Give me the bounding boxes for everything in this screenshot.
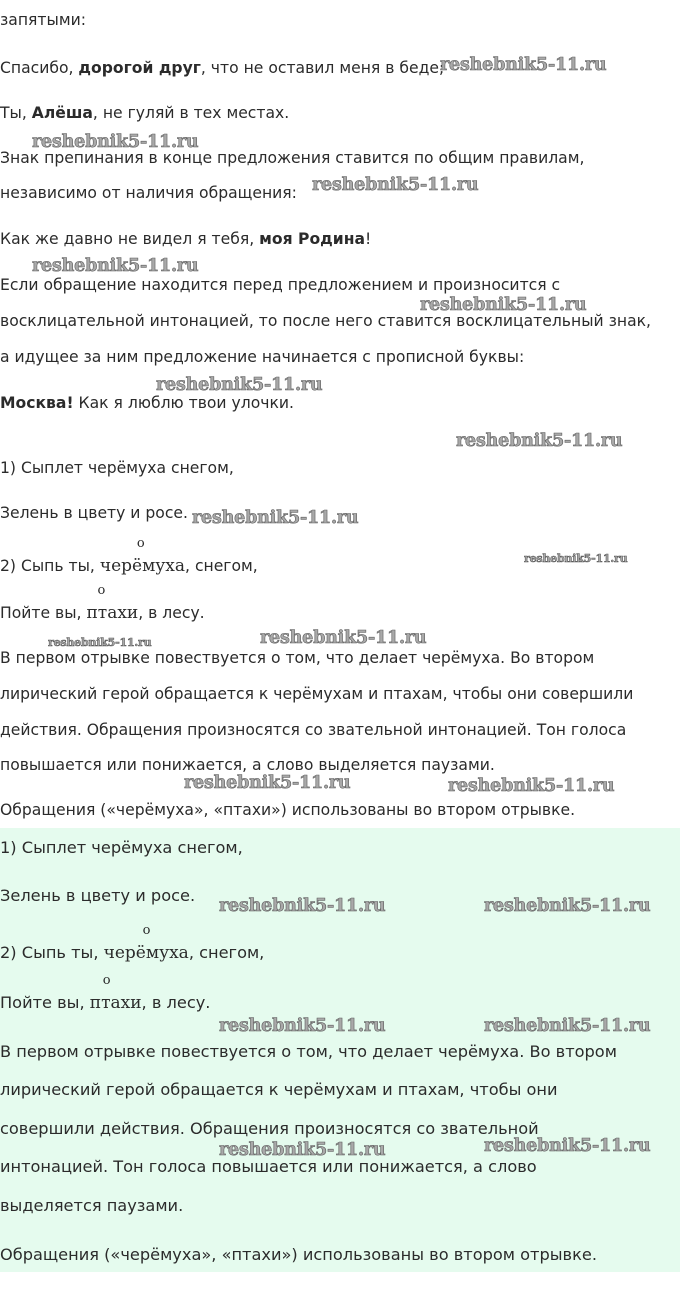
poem-line: 1) Сыплет черёмуха снегом,	[0, 459, 234, 477]
text-fragment: , в лесу.	[141, 993, 211, 1012]
text-line: совершили действия. Обращения произносятся со звательной	[0, 1119, 539, 1138]
address-word-text: черёмуха	[99, 556, 186, 576]
address-word	[86, 583, 139, 623]
watermark: reshebnik5-11.ru	[219, 1140, 386, 1160]
text-line: лирический герой обращается к черёмухам и птахам, чтобы они совершили	[0, 685, 634, 703]
text-line: восклицательной интонацией, то после него ставится восклицательный знак,	[0, 312, 652, 330]
watermark: reshebnik5-11.ru	[260, 628, 427, 648]
address-bold: моя Родина	[259, 230, 365, 248]
watermark: reshebnik5-11.ru	[440, 55, 607, 75]
text-line: интонацией. Тон голоса повышается или понижается, а слово	[0, 1157, 537, 1176]
watermark: reshebnik5-11.ru	[524, 552, 628, 565]
text-line: запятыми:	[0, 11, 86, 29]
text-fragment: Пойте вы,	[0, 993, 90, 1012]
address-bold: Алёша	[31, 104, 93, 122]
text-line: Обращения («черёмуха», «птахи») использованы во втором отрывке.	[0, 1245, 597, 1264]
watermark: reshebnik5-11.ru	[312, 175, 479, 195]
text-line: повышается или понижается, а слово выделяется паузами.	[0, 756, 495, 774]
text-line: Обращения («черёмуха», «птахи») использованы во втором отрывке.	[0, 801, 576, 819]
text-line: выделяется паузами.	[0, 1196, 184, 1215]
watermark: reshebnik5-11.ru	[219, 1016, 386, 1036]
watermark: reshebnik5-11.ru	[184, 773, 351, 793]
text-line: В первом отрывке повествуется о том, что делает черёмуха. Во втором	[0, 649, 595, 667]
watermark: reshebnik5-11.ru	[32, 132, 199, 152]
poem-line: Зелень в цвету и росе.	[0, 504, 188, 522]
example-sentence	[0, 229, 371, 249]
poem-line: Зелень в цвету и росе.	[0, 886, 196, 905]
address-word-text: черёмуха	[103, 943, 189, 963]
watermark: reshebnik5-11.ru	[32, 256, 199, 276]
address-bold: Москва!	[0, 394, 74, 412]
watermark: reshebnik5-11.ru	[448, 776, 615, 796]
text-line: Знак препинания в конце предложения ставится по общим правилам,	[0, 149, 585, 167]
text-fragment: , в лесу.	[138, 604, 205, 622]
text-fragment: , что не оставил меня в беде;	[200, 59, 445, 77]
text-fragment: , снегом,	[188, 943, 265, 962]
stress-mark: о	[142, 923, 151, 938]
poem-line	[0, 536, 258, 576]
address-bold: дорогой друг	[78, 59, 201, 77]
watermark: reshebnik5-11.ru	[420, 295, 587, 315]
text-fragment: Как я люблю твои улочки.	[73, 394, 294, 412]
stress-mark: о	[97, 583, 106, 598]
text-line: лирический герой обращается к черёмухам и птахам, чтобы они	[0, 1080, 558, 1099]
example-sentence	[0, 103, 289, 123]
text-fragment: , не гуляй в тех местах.	[92, 104, 290, 122]
text-line: а идущее за ним предложение начинается с прописной буквы:	[0, 348, 525, 366]
watermark: reshebnik5-11.ru	[219, 896, 386, 916]
text-fragment: Пойте вы,	[0, 604, 87, 622]
watermark: reshebnik5-11.ru	[484, 1136, 651, 1156]
text-fragment: 2) Сыпь ты,	[0, 943, 104, 962]
stress-mark: о	[136, 536, 145, 551]
text-line: действия. Обращения произносятся со звательной интонацией. Тон голоса	[0, 721, 627, 739]
watermark: reshebnik5-11.ru	[456, 431, 623, 451]
address-word-text: птахи	[89, 993, 142, 1013]
text-fragment: !	[364, 230, 372, 248]
watermark: reshebnik5-11.ru	[156, 375, 323, 395]
watermark: reshebnik5-11.ru	[48, 636, 152, 649]
address-word	[99, 536, 186, 576]
text-fragment: 2) Сыпь ты,	[0, 557, 100, 575]
example-sentence	[0, 393, 294, 413]
poem-line	[0, 583, 205, 623]
text-fragment: Как же давно не видел я тебя,	[0, 230, 260, 248]
text-line: Если обращение находится перед предложением и произносится с	[0, 276, 561, 294]
poem-line	[0, 973, 211, 1013]
poem-line	[0, 923, 265, 963]
watermark: reshebnik5-11.ru	[192, 508, 359, 528]
watermark: reshebnik5-11.ru	[484, 896, 651, 916]
address-word	[89, 973, 142, 1013]
poem-line: 1) Сыплет черёмуха снегом,	[0, 838, 243, 857]
address-word	[103, 923, 189, 963]
text-fragment: Ты,	[0, 104, 32, 122]
example-sentence	[0, 58, 444, 78]
address-word-text: птахи	[86, 603, 139, 623]
text-line: В первом отрывке повествуется о том, что делает черёмуха. Во втором	[0, 1042, 617, 1061]
text-fragment: Спасибо,	[0, 59, 79, 77]
stress-mark: о	[102, 973, 111, 988]
watermark: reshebnik5-11.ru	[484, 1016, 651, 1036]
text-fragment: , снегом,	[185, 557, 258, 575]
text-line: независимо от наличия обращения:	[0, 184, 297, 202]
